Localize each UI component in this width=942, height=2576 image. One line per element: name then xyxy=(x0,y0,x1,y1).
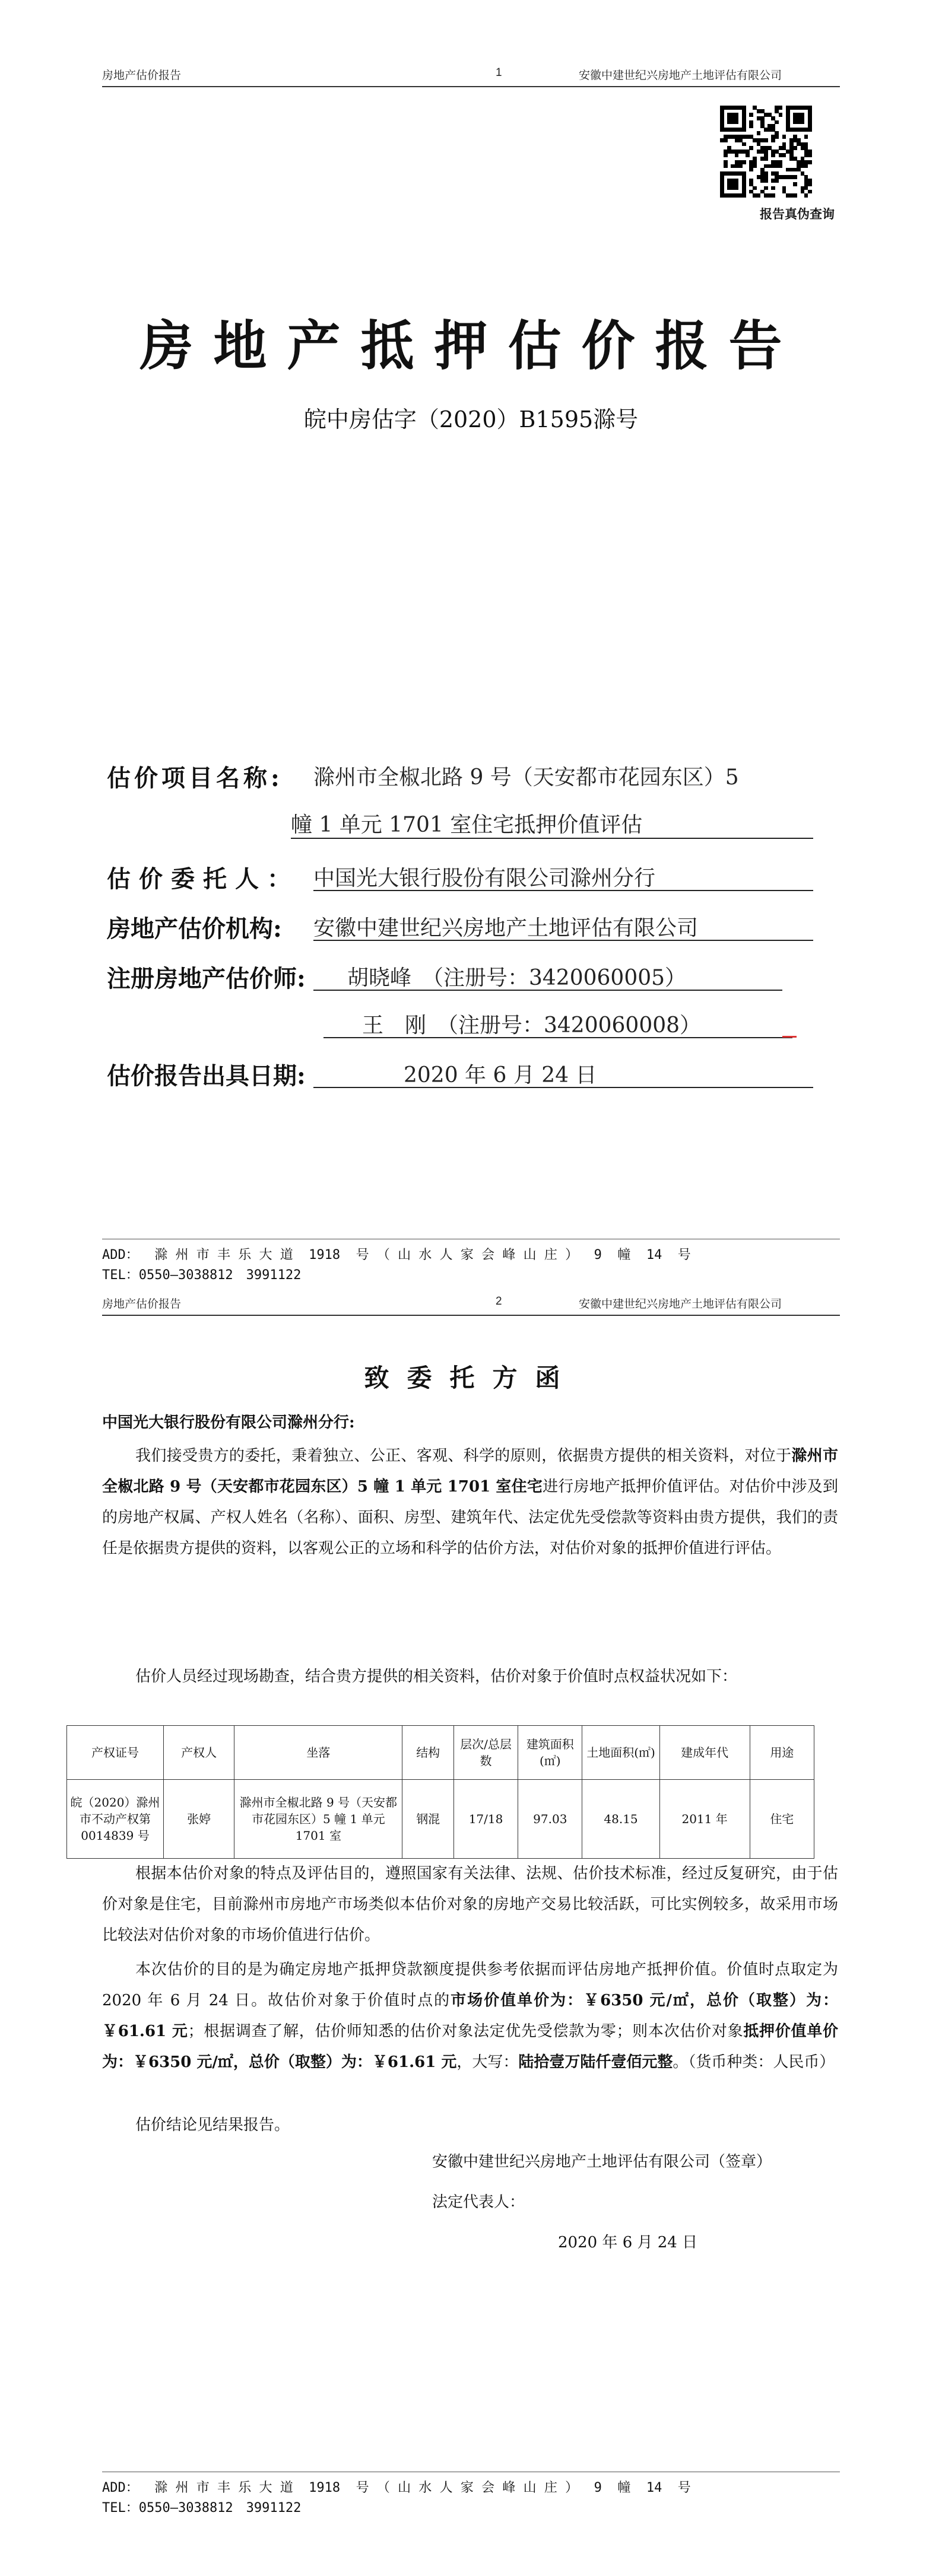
footer-address: ADD： 滁 州 市 丰 乐 大 道 1918 号 （ 山 水 人 家 会 峰 山 庄 ） 9 幢 14 号 xyxy=(102,2480,691,2495)
footer-phone: TEL：0550—3038812 3991122 xyxy=(102,1268,302,1283)
page-header-company: 安徽中建世纪兴房地产土地评估有限公司 xyxy=(579,1298,782,1311)
page-number: 1 xyxy=(496,66,502,79)
page-header-left: 房地产估价报告 xyxy=(102,1298,182,1311)
table-row xyxy=(67,1780,814,1859)
qr-code-icon[interactable] xyxy=(720,106,811,197)
appraiser-1-value: 胡晓峰 （注册号：3420060005） xyxy=(347,966,687,990)
table-header-year: 建成年代 xyxy=(659,1726,750,1780)
project-name-label: 估价项目名称: xyxy=(107,764,283,792)
appraiser-label: 注册房地产估价师: xyxy=(107,965,306,993)
table-cell: 2011 年 xyxy=(659,1780,750,1859)
qr-caption: 报告真伪查询 xyxy=(760,208,835,221)
signature-company: 安徽中建世纪兴房地产土地评估有限公司（签章） xyxy=(432,2153,772,2171)
underline xyxy=(323,1037,792,1038)
appraisal-agency-value: 安徽中建世纪兴房地产土地评估有限公司 xyxy=(313,916,699,940)
footer-phone: TEL：0550—3038812 3991122 xyxy=(102,2501,302,2515)
table-header-usage: 用途 xyxy=(750,1726,814,1780)
report-number: 皖中房估字（2020）B1595滁号 xyxy=(303,406,639,432)
signature-date: 2020 年 6 月 24 日 xyxy=(558,2234,698,2251)
underline xyxy=(313,1087,813,1088)
table-cell: 17/18 xyxy=(453,1780,518,1859)
table-header-structure: 结构 xyxy=(402,1726,453,1780)
project-name-value-line1: 滁州市全椒北路 9 号（天安都市花园东区）5 xyxy=(313,765,739,790)
table-cell: 97.03 xyxy=(518,1780,582,1859)
report-date-label: 估价报告出具日期: xyxy=(107,1062,306,1090)
page-header-left: 房地产估价报告 xyxy=(102,69,182,82)
signature-legal-rep: 法定代表人： xyxy=(432,2193,525,2211)
footer-address: ADD： 滁 州 市 丰 乐 大 道 1918 号 （ 山 水 人 家 会 峰 山 庄 ） 9 幢 14 号 xyxy=(102,1248,691,1262)
letter-paragraph-2: 估价人员经过现场勘查，结合贵方提供的相关资料，估价对象于价值时点权益状况如下： xyxy=(135,1668,738,1685)
table-header-floor: 层次/总层数 xyxy=(453,1726,518,1780)
page-number: 2 xyxy=(496,1295,502,1308)
table-header-owner: 产权人 xyxy=(163,1726,234,1780)
table-header-building-area: 建筑面积(㎡) xyxy=(518,1726,582,1780)
report-date-value: 2020 年 6 月 24 日 xyxy=(404,1063,597,1087)
letter-paragraph-5: 估价结论见结果报告。 xyxy=(135,2116,290,2134)
letter-paragraph-3: 根据本估价对象的特点及评估目的，遵照国家有关法律、法规、估价技术标准，经过反复研究，由于估价对象是住宅，目前滁州市房地产市场类似本估价对象的房地产交易比较活跃，可比实例较多，故采用市场比较法对估价对象的市场价值进行估价。 xyxy=(102,1865,838,1944)
table-header-land-area: 土地面积(㎡) xyxy=(582,1726,659,1780)
report-title: 房地产抵押估价报告 xyxy=(139,314,803,377)
table-cell: 住宅 xyxy=(750,1780,814,1859)
underline xyxy=(313,940,813,941)
underline-mark xyxy=(782,1036,797,1038)
client-value: 中国光大银行股份有限公司滁州分行 xyxy=(313,866,656,891)
table-cell: 48.15 xyxy=(582,1780,659,1859)
letter-addressee: 中国光大银行股份有限公司滁州分行: xyxy=(102,1414,355,1432)
letter-title: 致委托方函 xyxy=(364,1363,578,1392)
table-cell: 皖（2020）滁州市不动产权第 0014839 号 xyxy=(67,1780,164,1859)
appraiser-2-value: 王 刚 （注册号：3420060008） xyxy=(362,1013,702,1038)
table-cell: 钢混 xyxy=(402,1780,453,1859)
header-divider xyxy=(102,86,840,87)
appraisal-agency-label: 房地产估价机构: xyxy=(107,915,282,943)
table-cell: 张婷 xyxy=(163,1780,234,1859)
letter-paragraph-4: 本次估价的目的是为确定房地产抵押贷款额度提供参考依据而评估房地产抵押价值。价值时点取定为 2020 年 6 月 24 日。故估价对象于价值时点的市场价值单价为：￥6350 元/㎡，总价（取整）为：￥61.61 元；根据调查了解，估价师知悉的估价对象法定优先受偿款为零；则本次估价对象抵押价值单价为：￥6350 元/㎡，总价（取整）为：￥61.61 元，大写：陆拾壹万陆仟壹佰元整。（货币种类：人民币） xyxy=(102,1961,838,2071)
header-divider xyxy=(102,1315,840,1316)
table-cell: 滁州市全椒北路 9 号（天安都市花园东区）5 幢 1 单元 1701 室 xyxy=(234,1780,402,1859)
property-table xyxy=(66,1725,814,1859)
table-header-location: 坐落 xyxy=(234,1726,402,1780)
project-name-value-line2: 幢 1 单元 1701 室住宅抵押价值评估 xyxy=(291,813,643,837)
table-header-cert: 产权证号 xyxy=(67,1726,164,1780)
underline xyxy=(291,838,813,839)
letter-paragraph-1: 我们接受贵方的委托，秉着独立、公正、客观、科学的原则，依据贵方提供的相关资料，对位于滁州市全椒北路 9 号（天安都市花园东区）5 幢 1 单元 1701 室住宅进行房地产抵押价值评估。对估价中涉及到的房地产权属、产权人姓名（名称）、面积、房型、建筑年代、法定优先受偿款等资料由贵方提供，我们的责任是依据贵方提供的资料，以客观公正的立场和科学的估价方法，对估价对象的抵押价值进行评估。 xyxy=(102,1447,838,1557)
client-label: 估价委托人： xyxy=(107,865,299,893)
underline xyxy=(313,890,813,891)
page-header-company: 安徽中建世纪兴房地产土地评估有限公司 xyxy=(579,69,782,82)
underline xyxy=(313,990,782,991)
